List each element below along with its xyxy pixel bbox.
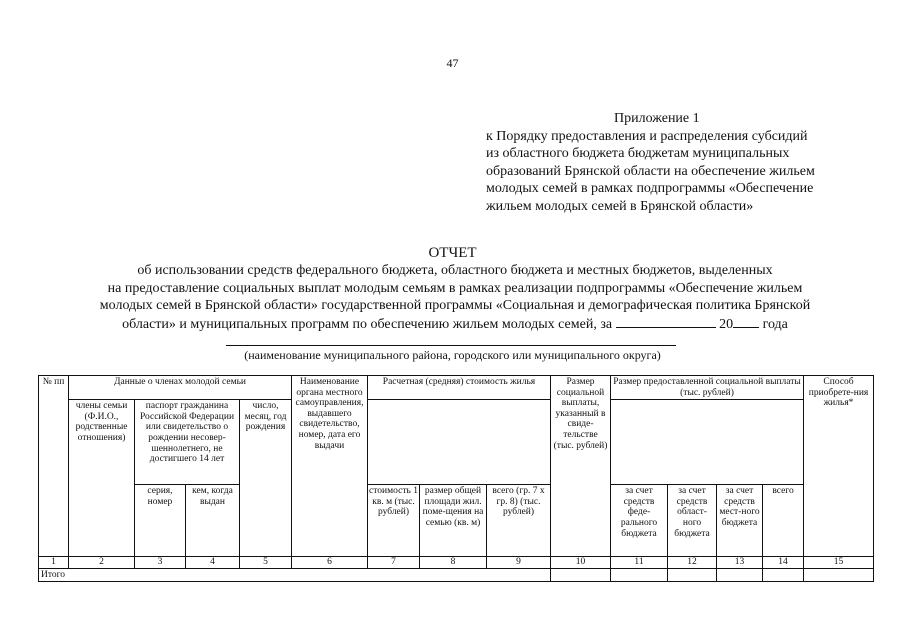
header-local-budget: за счет средств мест-ного бюджета [717,485,763,557]
report-title: ОТЧЕТ [428,245,477,261]
header-provided-spacer [611,400,804,485]
report-description [60,262,850,333]
total-cell[interactable] [668,569,717,582]
total-cell[interactable] [763,569,804,582]
report-line-suffix: года [762,316,788,332]
column-number: 14 [763,557,804,569]
appendix-title: Приложение 1 [614,111,700,126]
report-line: молодых семей в Брянской области» государственной программы «Социальная и демографическая политика Брянской [99,298,811,313]
column-number: 4 [186,557,240,569]
header-housing-cost: Расчетная (средняя) стоимость жилья [368,376,551,400]
appendix-line: из областного бюджета бюджетам муниципальных [486,146,790,162]
column-number: 3 [135,557,186,569]
header-federal-budget: за счет средств феде-рального бюджета [611,485,668,557]
header-num: № пп [39,376,69,557]
header-acquisition-method: Способ приобрете-ния жилья* [804,376,874,557]
total-cell[interactable] [804,569,874,582]
year-blank[interactable] [733,315,759,328]
column-number: 2 [69,557,135,569]
column-number: 13 [717,557,763,569]
header-cost-spacer [368,400,551,485]
column-numbers-row [39,557,874,569]
column-number: 9 [487,557,551,569]
header-regional-budget: за счет средств област-ного бюджета [668,485,717,557]
column-number: 7 [368,557,420,569]
column-number: 8 [420,557,487,569]
header-total: всего [763,485,804,557]
column-number: 12 [668,557,717,569]
header-family-data: Данные о членах молодой семьи [69,376,292,400]
header-cost-per-sqm: стоимость 1 кв. м (тыс. рублей) [368,485,420,557]
appendix-block [486,110,866,216]
header-authority: Наименование органа местного самоуправления, выдавшего свидетельство, номер, дата его выдачи [292,376,368,557]
column-number: 6 [292,557,368,569]
report-table [38,375,874,582]
appendix-line: образований Брянской области на обеспечение жильем [486,163,815,179]
header-family-members: члены семьи (Ф.И.О., родственные отношения) [69,400,135,557]
header-series-number: серия, номер [135,485,186,557]
header-birth-date: число, месяц, год рождения [240,400,292,557]
header-payment-size: Размер социальной выплаты, указанный в свиде-тельстве (тыс. рублей) [551,376,611,557]
header-issued-by: кем, когда выдан [186,485,240,557]
municipality-name-caption: (наименование муниципального района, городского или муниципального округа) [244,348,661,362]
total-label: Итого [39,569,551,582]
column-number: 10 [551,557,611,569]
header-cost-total: всего (гр. 7 х гр. 8) (тыс. рублей) [487,485,551,557]
appendix-line: молодых семей в рамках подпрограммы «Обеспечение [486,181,814,197]
total-row [39,569,874,582]
appendix-line: к Порядку предоставления и распределения субсидий [486,128,808,144]
report-line-prefix: области» и муниципальных программ по обеспечению жильем молодых семей, за [122,316,613,332]
column-number: 1 [39,557,69,569]
period-blank[interactable] [616,315,716,328]
total-cell[interactable] [717,569,763,582]
column-number: 5 [240,557,292,569]
column-number: 11 [611,557,668,569]
report-line: на предоставление социальных выплат молодым семьям в рамках реализации подпрограммы «Обеспечение жильем [107,280,803,296]
report-line-last [60,315,850,334]
header-passport: паспорт гражданина Российской Федерации или свидетельство о рождении несовер-шеннолетнего, не достигшего 14 лет [135,400,240,485]
column-number: 15 [804,557,874,569]
header-area: размер общей площади жил. поме-щения на семью (кв. м) [420,485,487,557]
appendix-line: жильем молодых семей в Брянской области» [486,198,754,214]
year-prefix: 20 [719,316,734,332]
total-cell[interactable] [611,569,668,582]
page-number: 47 [446,56,459,70]
total-cell[interactable] [551,569,611,582]
municipality-name-line[interactable] [226,345,676,346]
report-line: об использовании средств федерального бюджета, областного бюджета и местных бюджетов, выделенных [137,263,773,278]
header-provided-payment: Размер предоставленной социальной выплаты (тыс. рублей) [611,376,804,400]
